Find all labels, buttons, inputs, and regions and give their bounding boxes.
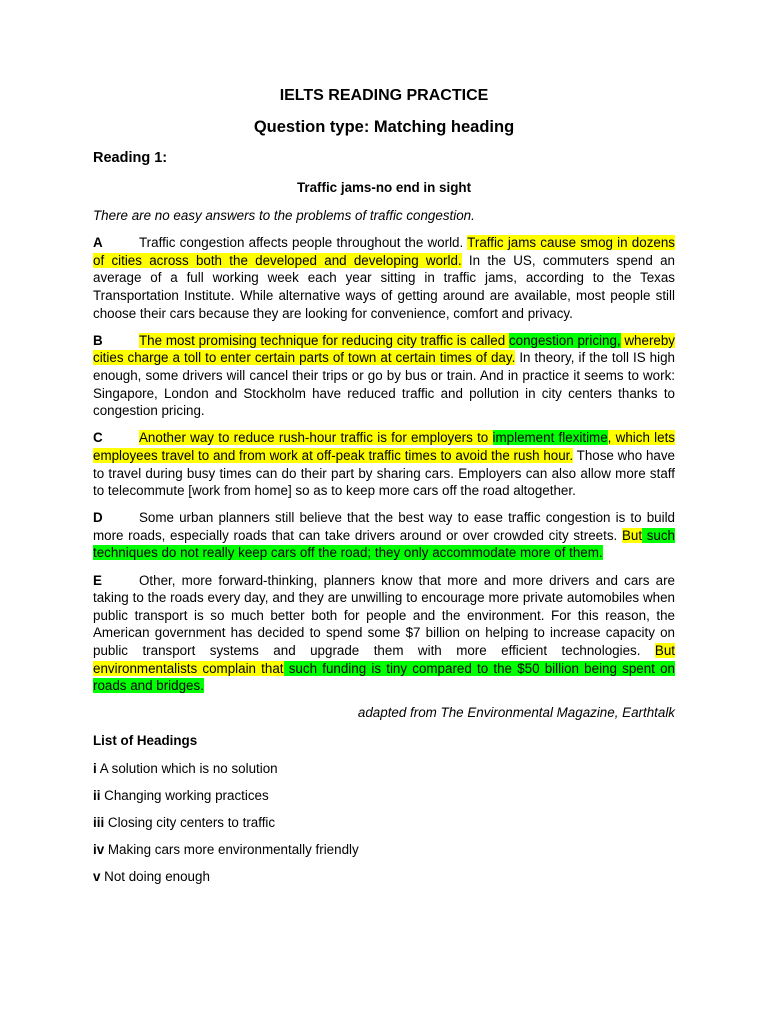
highlighted-text: But	[621, 527, 643, 543]
heading-item	[93, 868, 675, 886]
highlighted-text: , which lets employees travel to and from work at off-peak traffic times to avoid the rush hour.	[93, 430, 675, 463]
highlighted-text: Another way to reduce rush-hour traffic is for employers to	[139, 430, 493, 446]
paragraph-letter: B	[93, 332, 103, 348]
heading-text: Not doing enough	[100, 869, 210, 885]
highlighted-text: implement flexitime	[492, 430, 608, 446]
paragraph-text: In theory, if the toll IS high enough, some drivers will cancel their trips or go by bus or train. And in practice it seems to work: Singapore, London and Stockholm have reduced traffic and pollution in city centers thanks to congestion pricing.	[93, 350, 675, 419]
paragraph-letter: D	[93, 510, 103, 526]
passage-paragraphs	[93, 234, 675, 695]
paragraph-d	[93, 509, 675, 562]
passage-title: Traffic jams-no end in sight	[296, 180, 472, 195]
headings-list	[93, 760, 675, 886]
headings-list-title: List of Headings	[93, 733, 198, 748]
heading-numeral: i	[93, 760, 97, 776]
highlighted-text: Traffic jams cause smog in dozens of cities across both the developed and developing world.	[93, 235, 675, 268]
paragraph-text: Other, more forward-thinking, planners know that more and more drivers and cars are taking to the roads every day, and they are unwilling to encourage more private automobiles when public transport is so much better both for people and the environment. For this reason, the American government has decided to spend some $7 billion on helping to increase capacity on public transport systems and upgrade them with more efficient technologies.	[93, 572, 675, 659]
paragraph-b	[93, 332, 675, 420]
highlighted-text: whereby cities charge a toll to enter certain parts of town at certain times of day.	[93, 332, 675, 366]
highlighted-text: congestion pricing,	[508, 332, 621, 348]
heading-item	[93, 787, 675, 805]
paragraph-e	[93, 572, 675, 695]
document-page	[93, 86, 675, 896]
highlighted-text: such techniques do not really keep cars off the road; they only accommodate more of them.	[93, 527, 675, 561]
heading-item	[93, 841, 675, 859]
question-type-subtitle: Question type: Matching heading	[253, 118, 515, 136]
heading-numeral: iv	[93, 842, 105, 858]
paragraph-c	[93, 429, 675, 499]
heading-text: Closing city centers to traffic	[104, 814, 276, 830]
highlighted-text: The most promising technique for reducing city traffic is called	[139, 332, 509, 348]
document-title: IELTS READING PRACTICE	[279, 87, 489, 104]
heading-text: Making cars more environmentally friendly	[104, 842, 359, 858]
highlighted-text: such funding is tiny compared to the $50 billion being spent on roads and bridges.	[93, 660, 675, 694]
paragraph-letter: C	[93, 430, 103, 446]
heading-text: A solution which is no solution	[96, 760, 278, 776]
heading-item	[93, 760, 675, 778]
paragraph-text: Traffic congestion affects people throughout the world.	[139, 235, 468, 251]
heading-text: Changing working practices	[100, 787, 269, 803]
heading-numeral: v	[93, 869, 101, 885]
passage-intro: There are no easy answers to the problems of traffic congestion.	[93, 207, 475, 223]
heading-numeral: ii	[93, 787, 101, 803]
highlighted-text: But environmentalists complain that	[93, 643, 675, 676]
paragraph-text: Those who have to travel during busy times can do their part by sharing cars. Employers can also allow more staff to telecommute [work from home] so as to keep more cars off the road altogether.	[93, 447, 675, 499]
paragraph-text: Some urban planners still believe that the best way to ease traffic congestion is to build more roads, especially roads that can take drivers around or over crowded city streets.	[93, 510, 675, 543]
paragraph-a	[93, 234, 675, 322]
paragraph-letter: A	[93, 235, 103, 251]
paragraph-text: In the US, commuters spend an average of a full working week each year sitting in traffic jams, according to the Texas Transportation Institute. While alternative ways of getting around are available, most people still choose their cars because they are looking for convenience, comfort and privacy.	[93, 252, 675, 321]
source-citation: adapted from The Environmental Magazine, Earthtalk	[357, 705, 675, 721]
paragraph-letter: E	[93, 572, 102, 588]
heading-numeral: iii	[93, 814, 105, 830]
reading-label: Reading 1:	[93, 150, 168, 166]
heading-item	[93, 814, 675, 832]
